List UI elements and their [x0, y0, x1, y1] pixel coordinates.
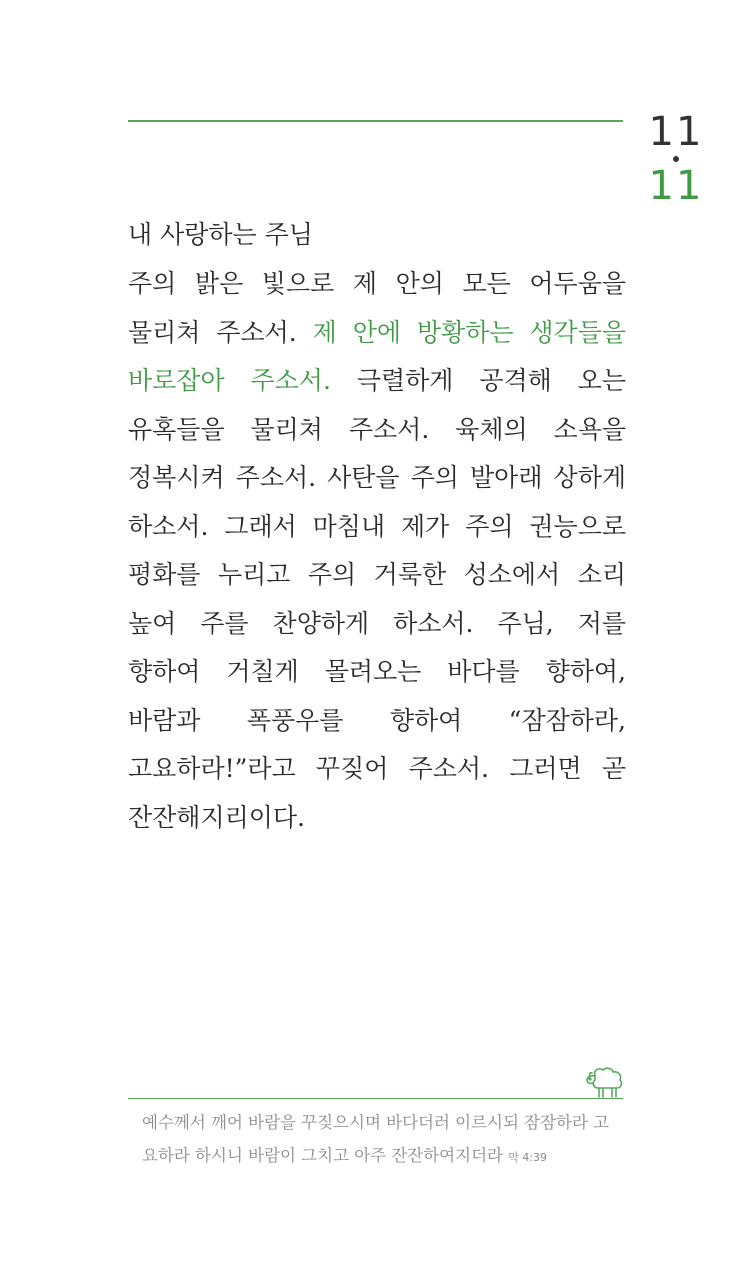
- date-marker: [634, 108, 718, 210]
- prayer-text-part1: 주의 밝은 빛으로 제 안의 모든 어두움을 물리쳐 주소서.: [128, 269, 626, 347]
- scripture-verse: [142, 1106, 620, 1174]
- verse-text: 예수께서 깨어 바람을 꾸짖으시며 바다더러 이르시되 잠잠하라 고요하라 하시니 바람이 그치고 아주 잔잔하여지더라: [142, 1113, 610, 1165]
- date-month: 11: [648, 109, 704, 155]
- lamb-icon: [582, 1062, 628, 1100]
- date-day: 11: [648, 163, 704, 209]
- prayer-highlight: 제 안에 방황하는 생각들을 바로잡아 주소서.: [128, 317, 626, 395]
- bottom-divider: [128, 1098, 623, 1099]
- prayer-text: [128, 260, 626, 842]
- prayer-text-part2: 극렬하게 공격해 오는 유혹들을 물리쳐 주소서. 육체의 소욕을 정복시켜 주소서. 사탄을 주의 발아래 상하게 하소서. 그래서 마침내 제가 주의 권능으로 평화를 누리고 주의 거룩한 성소에서 소리 높여 주를 찬양하게 하소서. 주님, 저를 향하여 거칠게 몰려오는 바다를 향하여, 바람과 폭풍우를 향하여 “잠잠하라, 고요하라!”라고 꾸짖어 주소서. 그러면 곧 잔잔해지리이다.: [128, 366, 626, 832]
- top-divider: [128, 120, 623, 122]
- prayer-salutation: 내 사랑하는 주님: [128, 220, 313, 249]
- prayer-body: [128, 210, 626, 842]
- verse-reference: 막 4:39: [508, 1151, 548, 1164]
